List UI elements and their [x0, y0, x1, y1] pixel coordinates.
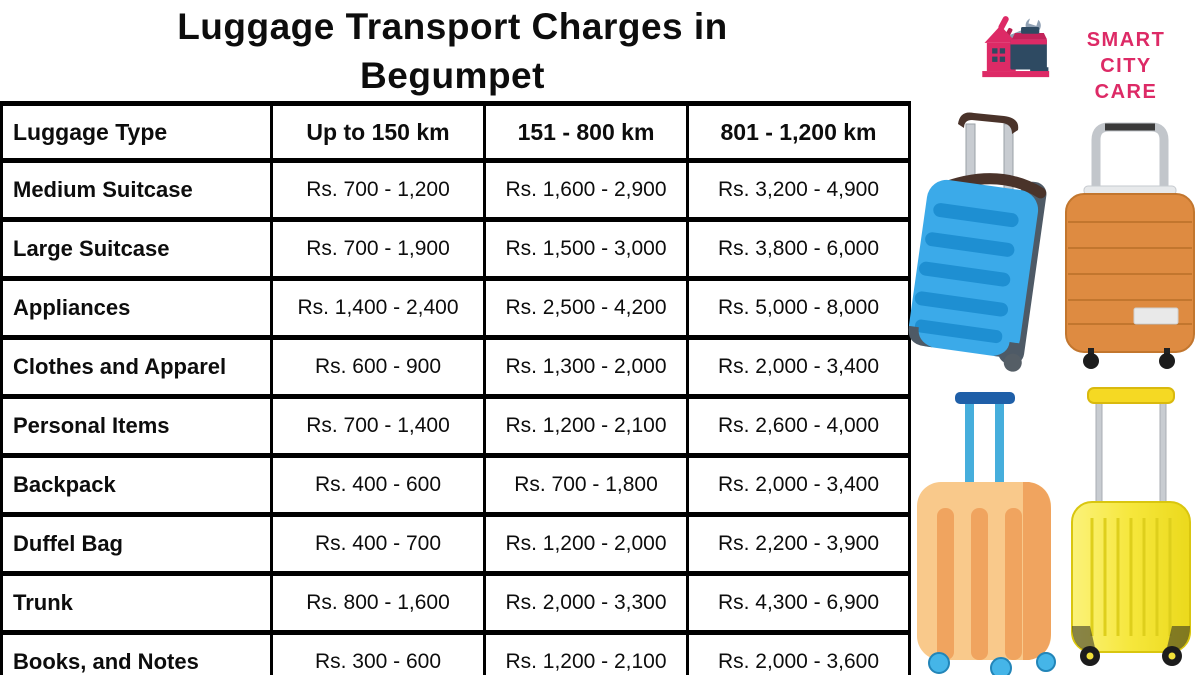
price-cell: Rs. 2,000 - 3,400: [688, 338, 910, 397]
luggage-type-cell: Medium Suitcase: [2, 161, 272, 220]
price-cell: Rs. 800 - 1,600: [272, 574, 485, 633]
price-cell: Rs. 1,300 - 2,000: [485, 338, 688, 397]
luggage-type-cell: Appliances: [2, 279, 272, 338]
price-cell: Rs. 700 - 1,900: [272, 220, 485, 279]
price-cell: Rs. 1,400 - 2,400: [272, 279, 485, 338]
luggage-type-cell: Duffel Bag: [2, 515, 272, 574]
price-cell: Rs. 3,800 - 6,000: [688, 220, 910, 279]
table-row: [2, 338, 910, 397]
price-cell: Rs. 5,000 - 8,000: [688, 279, 910, 338]
page-title: [0, 2, 905, 100]
price-cell: Rs. 2,500 - 4,200: [485, 279, 688, 338]
price-cell: Rs. 400 - 600: [272, 456, 485, 515]
price-cell: Rs. 2,200 - 3,900: [688, 515, 910, 574]
price-cell: Rs. 2,000 - 3,600: [688, 633, 910, 675]
header-luggage-type: Luggage Type: [2, 104, 272, 161]
price-cell: Rs. 2,600 - 4,000: [688, 397, 910, 456]
price-cell: Rs. 2,000 - 3,400: [688, 456, 910, 515]
charges-table: [0, 101, 911, 675]
price-cell: Rs. 1,600 - 2,900: [485, 161, 688, 220]
price-cell: Rs. 700 - 1,400: [272, 397, 485, 456]
price-cell: Rs. 300 - 600: [272, 633, 485, 675]
luggage-type-cell: Trunk: [2, 574, 272, 633]
price-cell: Rs. 3,200 - 4,900: [688, 161, 910, 220]
price-cell: Rs. 4,300 - 6,900: [688, 574, 910, 633]
price-cell: Rs. 1,200 - 2,100: [485, 633, 688, 675]
title-line-2: Begumpet: [360, 55, 545, 96]
luggage-type-cell: Backpack: [2, 456, 272, 515]
price-cell: Rs. 1,200 - 2,100: [485, 397, 688, 456]
price-cell: Rs. 1,500 - 3,000: [485, 220, 688, 279]
price-cell: Rs. 400 - 700: [272, 515, 485, 574]
table-row: [2, 161, 910, 220]
table-header-row: [2, 104, 910, 161]
price-cell: Rs. 600 - 900: [272, 338, 485, 397]
table-row: [2, 515, 910, 574]
luggage-type-cell: Large Suitcase: [2, 220, 272, 279]
luggage-type-cell: Clothes and Apparel: [2, 338, 272, 397]
logo-text: [1058, 27, 1194, 105]
smart-city-care-logo: [980, 5, 1195, 103]
peach-striped-suitcase-illustration: [905, 382, 1065, 675]
luggage-type-cell: Books, and Notes: [2, 633, 272, 675]
price-cell: Rs. 2,000 - 3,300: [485, 574, 688, 633]
table-row: [2, 220, 910, 279]
price-cell: Rs. 1,200 - 2,000: [485, 515, 688, 574]
header-upto-150km: Up to 150 km: [272, 104, 485, 161]
header-801-1200km: 801 - 1,200 km: [688, 104, 910, 161]
title-line-1: Luggage Transport Charges in: [177, 6, 728, 47]
table-row: [2, 456, 910, 515]
table-row: [2, 574, 910, 633]
yellow-suitcase-illustration: [1060, 382, 1200, 675]
logo-text-line-1: SMART CITY: [1086, 29, 1166, 77]
house-toolbox-icon: [980, 7, 1056, 91]
price-cell: Rs. 700 - 1,200: [272, 161, 485, 220]
orange-suitcase-illustration: [1058, 98, 1200, 372]
table-row: [2, 279, 910, 338]
logo-text-line-2: CARE: [1094, 81, 1158, 103]
toolbox-shape: [1010, 27, 1046, 70]
luggage-type-cell: Personal Items: [2, 397, 272, 456]
table-row: [2, 633, 910, 675]
price-cell: Rs. 700 - 1,800: [485, 456, 688, 515]
header-151-800km: 151 - 800 km: [485, 104, 688, 161]
table-row: [2, 397, 910, 456]
blue-suitcase-illustration: [900, 100, 1070, 372]
